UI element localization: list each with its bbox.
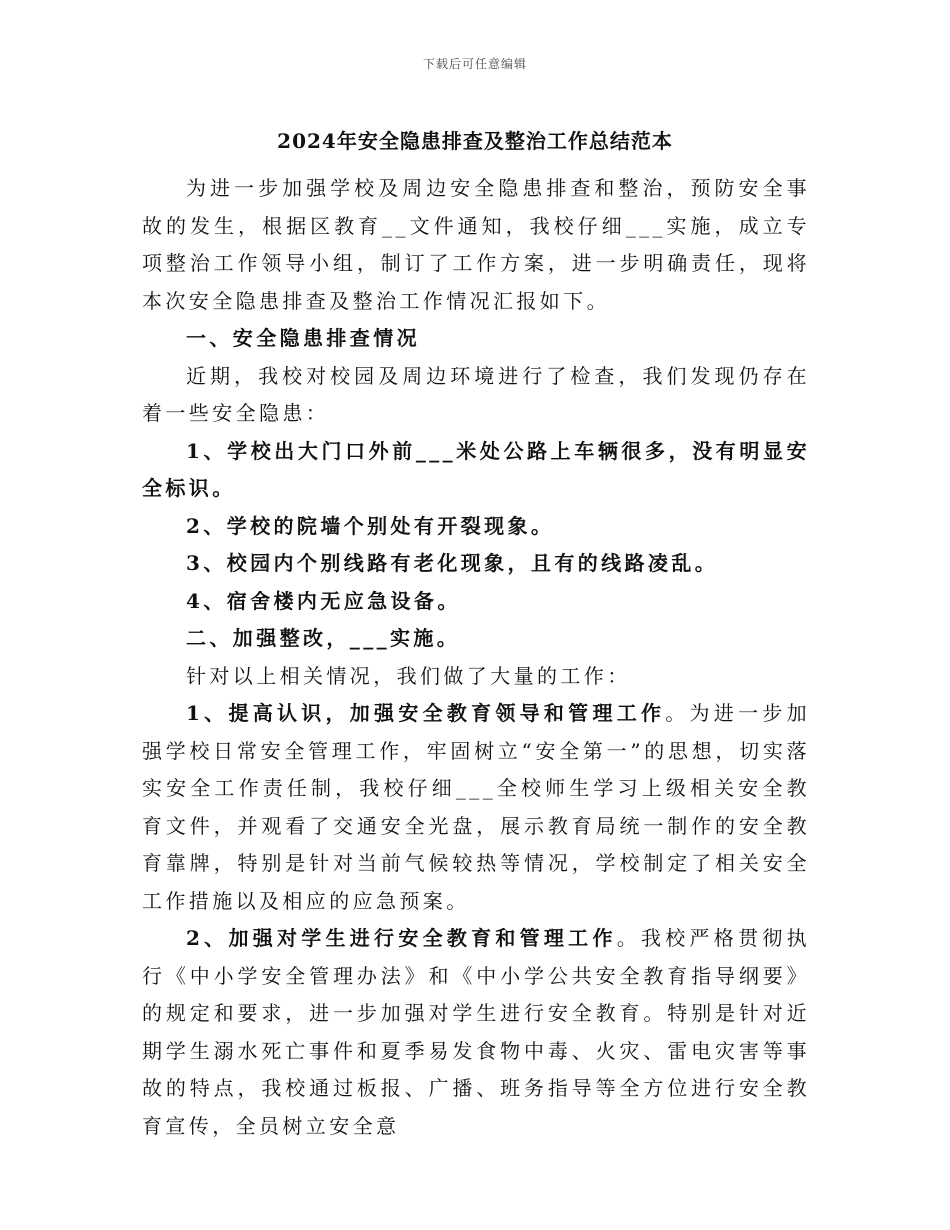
section2-intro-paragraph: 针对以上相关情况，我们做了大量的工作： [186,663,631,688]
hazard-item-4: 4、宿舍楼内无应急设备。 [186,588,461,613]
section1-intro-paragraph: 近期，我校对校园及周边环境进行了检查，我们发现仍存在着一些安全隐患： [142,363,810,425]
hazard-item-1: 1、学校出大门口外前___米处公路上车辆很多，没有明显安全标识。 [142,438,810,500]
header-note: 下载后可任意编辑 [422,57,527,71]
measure-1-lead: 1、提高认识，加强安全教育领导和管理工作 [186,701,666,725]
document-body [142,170,810,1145]
measure-2-lead: 2、加强对学生进行安全教育和管理工作 [186,926,617,950]
hazard-item-2: 2、学校的院墙个别处有开裂现象。 [186,513,555,538]
intro-paragraph: 为进一步加强学校及周边安全隐患排查和整治，预防安全事故的发生，根据区教育__文件通知，我校仔细___实施，成立专项整治工作领导小组，制订了工作方案，进一步明确责任，现将本次安全隐患排查及整治工作情况汇报如下。 [142,176,810,313]
section-heading-1: 一、安全隐患排查情况 [186,326,420,350]
hazard-item-3: 3、校园内个别线路有老化现象，且有的线路凌乱。 [186,551,719,575]
document-title: 2024年安全隐患排查及整治工作总结范本 [277,129,673,153]
section-heading-2: 二、加强整改，___实施。 [186,626,461,650]
measure-1-text: 。为进一步加强学校日常安全管理工作，牢固树立“安全第一”的思想，切实落实安全工作责任制，我校仔细___全校师生学习上级相关安全教育文件，并观看了交通安全光盘，展示教育局统一制作的安全教育靠牌，特别是针对当前气候较热等情况，学校制定了相关安全工作措施以及相应的应急预案。 [142,701,811,913]
measure-paragraph-2 [142,920,810,1145]
measure-2-text: 。我校严格贯彻执行《中小学安全管理办法》和《中小学公共安全教育指导纲要》的规定和要求，进一步加强对学生进行安全教育。特别是针对近期学生溺水死亡事件和夏季易发食物中毒、火灾、雷电灾害等事故的特点，我校通过板报、广播、班务指导等全方位进行安全教育宣传，全员树立安全意 [142,926,811,1138]
measure-paragraph-1 [142,695,810,920]
